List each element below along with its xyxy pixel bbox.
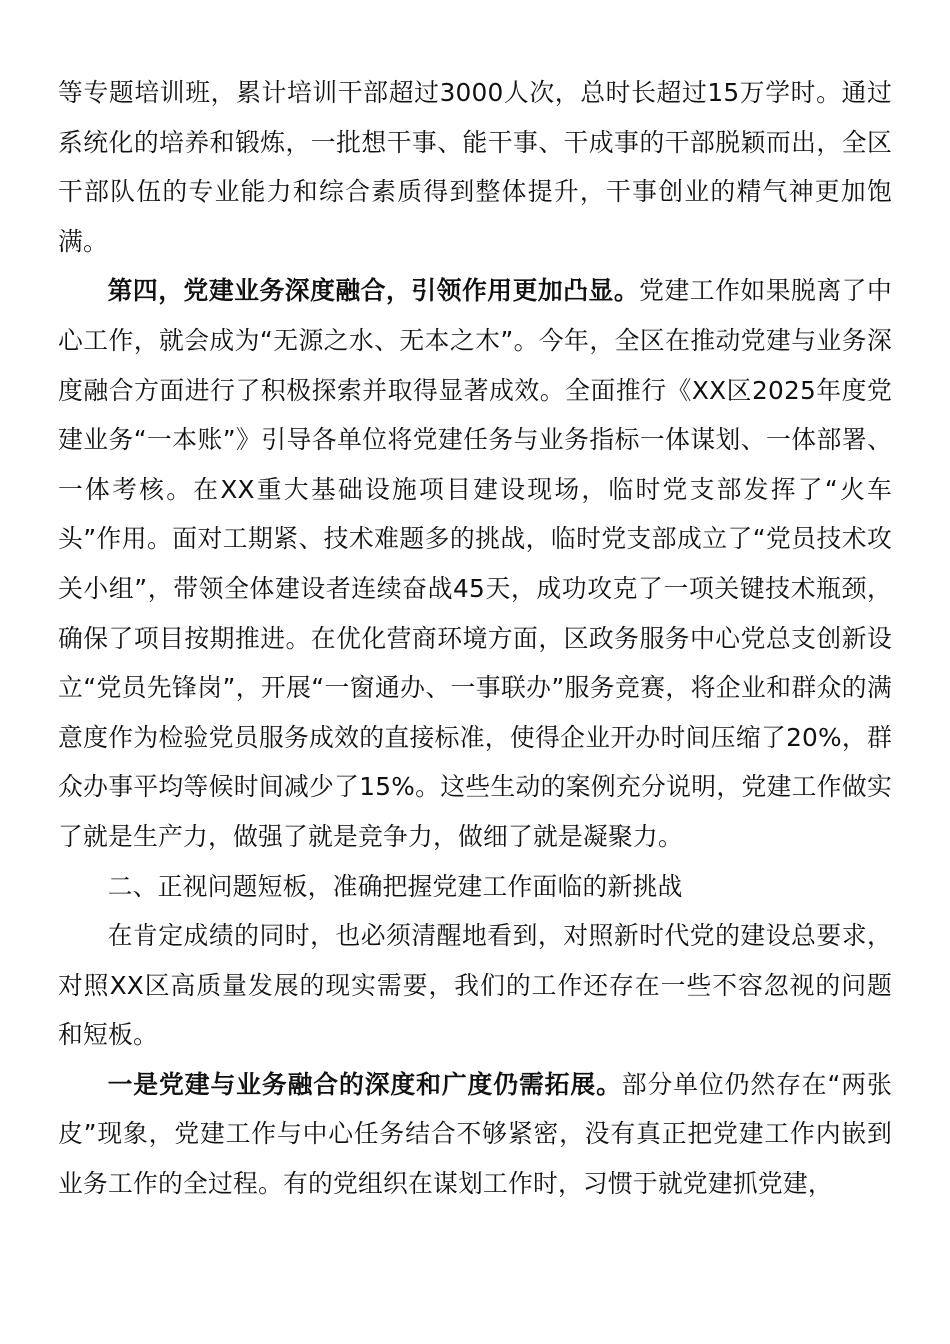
section-heading-text: 二、正视问题短板，准确把握党建工作面临的新挑战 — [107, 871, 683, 901]
paragraph-text: 党建工作如果脱离了中心工作，就会成为“无源之水、无本之木”。今年，全区在推动党建与业务深度融合方面进行了积极探索并取得显著成效。全面推行《XX区2025年度党建业务“一本账”》引导各单位将党建任务与业务指标一体谋划、一体部署、一体考核。在XX重大基础设施项目建设现场，临时党支部发挥了“火车头”作用。面对工期紧、技术难题多的挑战，临时党支部成立了“党员技术攻关小组”，带领全体建设者连续奋战45天，成功攻克了一项关键技术瓶颈，确保了项目按期推进。在优化营商环境方面，区政务服务中心党总支创新设立“党员先锋岗”，开展“一窗通办、一事联办”服务竞赛，将企业和群众的满意度作为检验党员服务成效的直接标准，使得企业开办时间压缩了20%，群众办事平均等候时间减少了15%。这些生动的案例充分说明，党建工作做实了就是生产力，做强了就是竞争力，做细了就是凝聚力。 — [58, 276, 892, 851]
paragraph-problem-one — [58, 1060, 892, 1209]
paragraph-text: 部分单位仍然存在“两张皮”现象，党建工作与中心任务结合不够紧密，没有真正把党建工作内嵌到业务工作的全过程。有的党组织在谋划工作时，习惯于就党建抓党建， — [58, 1069, 892, 1199]
document-page — [58, 68, 892, 1209]
paragraph-training-summary — [58, 68, 892, 266]
paragraph-problems-intro — [58, 911, 892, 1060]
section-heading-2 — [58, 862, 892, 912]
paragraph-bold-lead: 一是党建与业务融合的深度和广度仍需拓展。 — [107, 1069, 622, 1099]
paragraph-bold-lead: 第四，党建业务深度融合，引领作用更加凸显。 — [107, 276, 640, 306]
paragraph-party-business-integration — [58, 266, 892, 861]
paragraph-text: 在肯定成绩的同时，也必须清醒地看到，对照新时代党的建设总要求，对照XX区高质量发展的现实需要，我们的工作还存在一些不容忽视的问题和短板。 — [58, 921, 892, 1050]
paragraph-text: 等专题培训班，累计培训干部超过3000人次，总时长超过15万学时。通过系统化的培养和锻炼，一批想干事、能干事、干成事的干部脱颖而出，全区干部队伍的专业能力和综合素质得到整体提升，干事创业的精气神更加饱满。 — [58, 78, 892, 256]
